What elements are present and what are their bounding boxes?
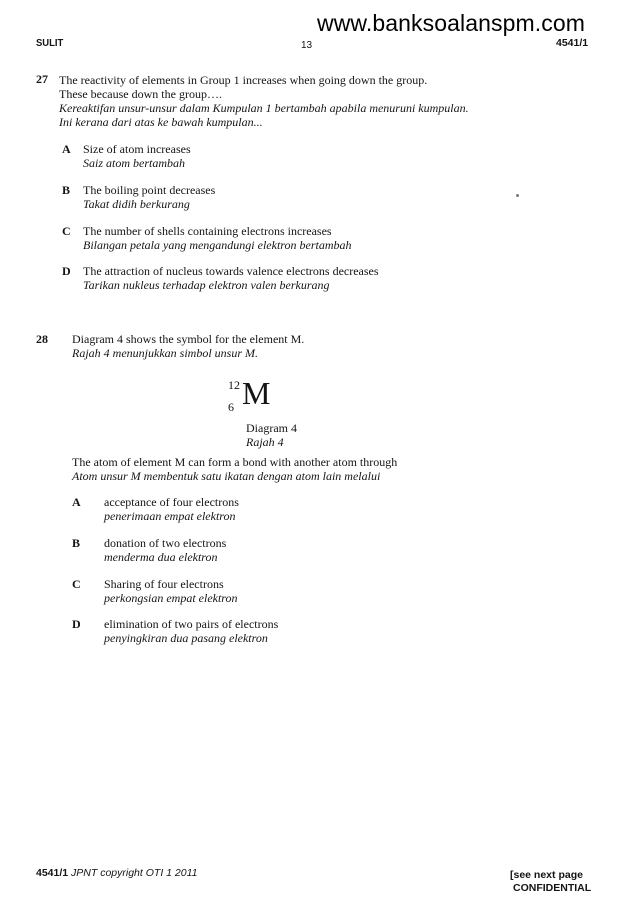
- footer-copyright-text: JPNT copyright OTI 1 2011: [71, 867, 198, 879]
- question-stem-ms: Ini kerana dari atas ke bawah kumpulan...: [59, 115, 263, 129]
- option-text-en: acceptance of four electrons: [104, 495, 239, 509]
- page-number: 13: [301, 40, 313, 51]
- question-number: 28: [36, 332, 48, 346]
- option-letter: D: [72, 617, 81, 631]
- option-text-ms: Bilangan petala yang mengandungi elektron bertambah: [83, 238, 352, 252]
- footer-copyright: [36, 867, 198, 879]
- question-stem-en: The reactivity of elements in Group 1 increases when going down the group.: [59, 73, 428, 87]
- option-letter: B: [72, 536, 81, 550]
- website-watermark: www.banksoalanspm.com: [317, 10, 585, 36]
- confidential-label: CONFIDENTIAL: [513, 882, 592, 894]
- option-letter: A: [72, 495, 81, 509]
- option-text-en: Size of atom increases: [83, 142, 191, 156]
- mass-number: 12: [228, 378, 240, 392]
- option-text-ms: penyingkiran dua pasang elektron: [104, 631, 268, 645]
- option-letter: A: [62, 142, 71, 156]
- option-text-ms: Takat didih berkurang: [83, 197, 190, 211]
- question-number: 27: [36, 72, 48, 86]
- option-text-ms: Tarikan nukleus terhadap elektron valen berkurang: [83, 278, 330, 292]
- option-text-ms: Saiz atom bertambah: [83, 156, 185, 170]
- sulit-label: SULIT: [36, 37, 64, 49]
- atomic-number: 6: [228, 400, 234, 414]
- option-letter: B: [62, 183, 71, 197]
- diagram-caption-en: Diagram 4: [246, 421, 297, 435]
- paper-code: 4541/1: [556, 37, 589, 49]
- scan-speck: [516, 194, 519, 197]
- question-stem-ms: Rajah 4 menunjukkan simbol unsur M.: [72, 346, 258, 360]
- option-text-ms: menderma dua elektron: [104, 550, 218, 564]
- option-text-en: donation of two electrons: [104, 536, 227, 550]
- element-letter: M: [242, 375, 271, 411]
- question-text-en: The atom of element M can form a bond with another atom through: [72, 455, 398, 469]
- option-text-en: The attraction of nucleus towards valence electrons decreases: [83, 264, 379, 278]
- footer-code: 4541/1: [36, 867, 69, 879]
- question-stem-en: These because down the group….: [59, 87, 222, 101]
- option-text-en: The number of shells containing electrons increases: [83, 224, 332, 238]
- option-text-en: Sharing of four electrons: [104, 577, 224, 591]
- option-letter: C: [72, 577, 81, 591]
- option-text-ms: perkongsian empat elektron: [104, 591, 238, 605]
- question-stem-ms: Kereaktifan unsur-unsur dalam Kumpulan 1 bertambah apabila menuruni kumpulan.: [59, 101, 469, 115]
- option-letter: D: [62, 264, 71, 278]
- question-text-ms: Atom unsur M membentuk satu ikatan dengan atom lain melalui: [72, 469, 381, 483]
- option-text-en: The boiling point decreases: [83, 183, 216, 197]
- option-text-en: elimination of two pairs of electrons: [104, 617, 279, 631]
- option-letter: C: [62, 224, 71, 238]
- diagram-caption-ms: Rajah 4: [246, 435, 284, 449]
- option-text-ms: penerimaan empat elektron: [104, 509, 236, 523]
- question-stem-en: Diagram 4 shows the symbol for the element M.: [72, 332, 305, 346]
- see-next-page: [see next page: [510, 869, 583, 881]
